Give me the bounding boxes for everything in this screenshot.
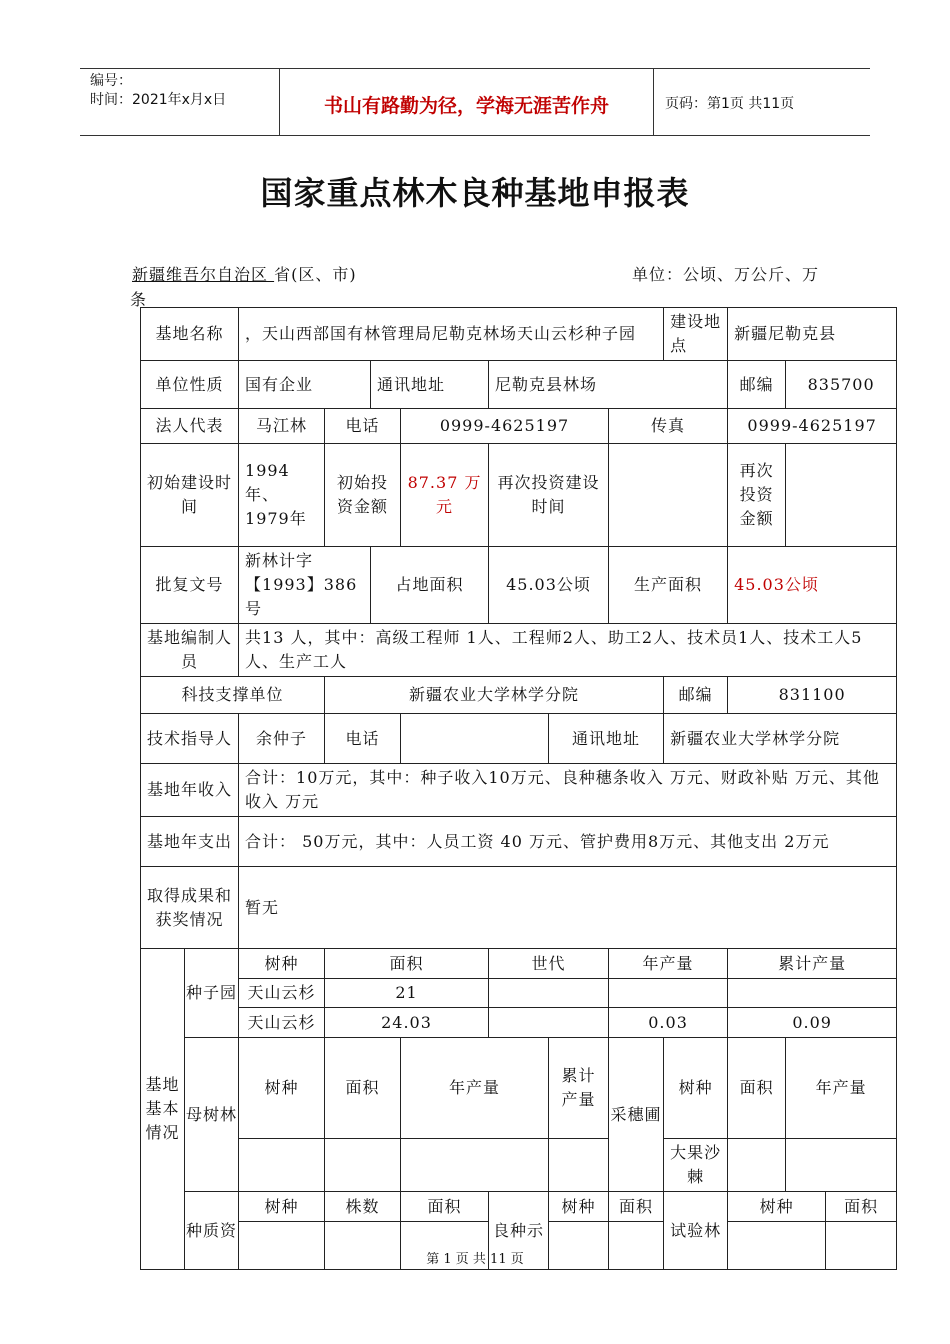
tech-guide: 余仲子	[239, 714, 325, 764]
tech-unit-label: 科技支撑单位	[141, 677, 325, 714]
unit-note-cont: 条	[130, 290, 147, 309]
seed-orchard-label: 种子园	[185, 949, 239, 1038]
reinvest-amt	[786, 444, 897, 547]
achieve-label: 取得成果和获奖情况	[141, 867, 239, 949]
header-top-rule	[80, 68, 870, 69]
prod-area-label: 生产面积	[609, 547, 728, 624]
tech-phone-label: 电话	[325, 714, 401, 764]
header-bottom-rule	[80, 135, 870, 136]
orchard-header-species: 树种	[239, 949, 325, 979]
document-title: 国家重点林木良种基地申报表	[260, 174, 690, 212]
reinvest-amt-label: 再次投资金额	[728, 444, 786, 547]
germplasm-header-area: 面积	[401, 1192, 489, 1222]
orchard-row-generation	[489, 1008, 609, 1038]
germplasm-header-count: 株数	[325, 1192, 401, 1222]
orchard-row-species: 天山云杉	[239, 1008, 325, 1038]
unit-note: 单位：公顷、万公斤、万	[632, 265, 820, 284]
orchard-row-cumulative	[728, 979, 897, 1008]
header-divider	[653, 68, 654, 135]
orchard-row-generation	[489, 979, 609, 1008]
scion-cell	[786, 1139, 897, 1192]
legal-rep-label: 法人代表	[141, 409, 239, 444]
orchard-header-annual: 年产量	[609, 949, 728, 979]
orchard-row-annual	[609, 979, 728, 1008]
header-motto: 书山有路勤为径，学海无涯苦作舟	[323, 95, 609, 117]
orchard-row-area: 21	[325, 979, 489, 1008]
demo-forest-label: 良种示	[489, 1192, 549, 1270]
income: 合计：10万元，其中：种子收入10万元、良种穗条收入 万元、财政补贴 万元、其他收入 万元	[239, 764, 897, 817]
orchard-row-cumulative: 0.09	[728, 1008, 897, 1038]
trial-header-area: 面积	[826, 1192, 897, 1222]
orchard-header-cumulative: 累计产量	[728, 949, 897, 979]
mother-header-species: 树种	[239, 1038, 325, 1139]
orchard-header-generation: 世代	[489, 949, 609, 979]
trial-header-species: 树种	[728, 1192, 826, 1222]
zip: 835700	[786, 361, 897, 409]
init-time-label: 初始建设时间	[141, 444, 239, 547]
header-time: 时间：2021年x月x日	[90, 92, 227, 108]
area-label: 占地面积	[371, 547, 489, 624]
mother-cell	[549, 1139, 609, 1192]
header-meta	[90, 72, 226, 110]
address-label: 通讯地址	[371, 361, 489, 409]
reinvest-time	[609, 444, 728, 547]
scion-header-area: 面积	[728, 1038, 786, 1139]
staff: 共13 人，其中：高级工程师 1人、工程师2人、助工2人、技术员1人、技术工人5人、生产工人	[239, 624, 897, 677]
base-name: ，天山西部国有林管理局尼勒克林场天山云杉种子园	[239, 308, 664, 361]
expense-label: 基地年支出	[141, 817, 239, 867]
mother-cell	[239, 1139, 325, 1192]
achieve: 暂无	[239, 867, 897, 949]
tech-phone	[401, 714, 549, 764]
header-number: 编号：	[90, 73, 132, 89]
scion-header-annual: 年产量	[786, 1038, 897, 1139]
zip-label: 邮编	[728, 361, 786, 409]
staff-label: 基地编制人员	[141, 624, 239, 677]
scion-header-species: 树种	[664, 1038, 728, 1139]
mother-header-area: 面积	[325, 1038, 401, 1139]
phone: 0999-4625197	[401, 409, 609, 444]
tech-zip-label: 邮编	[664, 677, 728, 714]
unit-type-label: 单位性质	[141, 361, 239, 409]
province-line	[132, 262, 357, 285]
orchard-header-area: 面积	[325, 949, 489, 979]
tech-zip: 831100	[728, 677, 897, 714]
orchard-row-species: 天山云杉	[239, 979, 325, 1008]
mother-cell	[401, 1139, 549, 1192]
build-loc-label: 建设地点	[664, 308, 728, 361]
application-form	[140, 307, 897, 1270]
tech-addr-label: 通讯地址	[549, 714, 664, 764]
phone-label: 电话	[325, 409, 401, 444]
fax-label: 传真	[609, 409, 728, 444]
province-suffix: 省(区、市)	[274, 265, 357, 284]
tech-guide-label: 技术指导人	[141, 714, 239, 764]
trial-forest-label: 试验林	[664, 1192, 728, 1270]
approval-label: 批复文号	[141, 547, 239, 624]
income-label: 基地年收入	[141, 764, 239, 817]
scion-species: 大果沙棘	[664, 1139, 728, 1192]
orchard-row-area: 24.03	[325, 1008, 489, 1038]
scion-cell	[728, 1139, 786, 1192]
germplasm-label: 种质资	[185, 1192, 239, 1270]
build-loc: 新疆尼勒克县	[728, 308, 897, 361]
germplasm-header-species: 树种	[239, 1192, 325, 1222]
header-page-info: 页码：第1页 共11页	[665, 96, 795, 112]
approval: 新林计字【1993】386号	[239, 547, 371, 624]
mother-forest-label: 母树林	[185, 1038, 239, 1192]
init-invest: 87.37 万元	[401, 444, 489, 547]
reinvest-time-label: 再次投资建设时间	[489, 444, 609, 547]
legal-rep: 马江林	[239, 409, 325, 444]
tech-unit: 新疆农业大学林学分院	[325, 677, 664, 714]
mother-header-annual: 年产量	[401, 1038, 549, 1139]
init-time: 1994年、1979年	[239, 444, 325, 547]
unit-type: 国有企业	[239, 361, 371, 409]
demo-header-area: 面积	[609, 1192, 664, 1222]
province-value: 新疆维吾尔自治区	[132, 265, 275, 284]
base-name-label: 基地名称	[141, 308, 239, 361]
mother-header-cumulative: 累计产量	[549, 1038, 609, 1139]
demo-header-species: 树种	[549, 1192, 609, 1222]
address: 尼勒克县林场	[489, 361, 728, 409]
tech-addr: 新疆农业大学林学分院	[664, 714, 897, 764]
fax: 0999-4625197	[728, 409, 897, 444]
area: 45.03公顷	[489, 547, 609, 624]
prod-area: 45.03公顷	[728, 547, 897, 624]
basic-section-label: 基地基本情况	[141, 949, 185, 1270]
orchard-row-annual: 0.03	[609, 1008, 728, 1038]
expense: 合计： 50万元，其中：人员工资 40 万元、管护费用8万元、其他支出 2万元	[239, 817, 897, 867]
init-invest-label: 初始投资金额	[325, 444, 401, 547]
mother-cell	[325, 1139, 401, 1192]
page-footer: 第 1 页 共 11 页	[426, 1252, 524, 1267]
scion-orchard-label: 采穗圃	[609, 1038, 664, 1192]
